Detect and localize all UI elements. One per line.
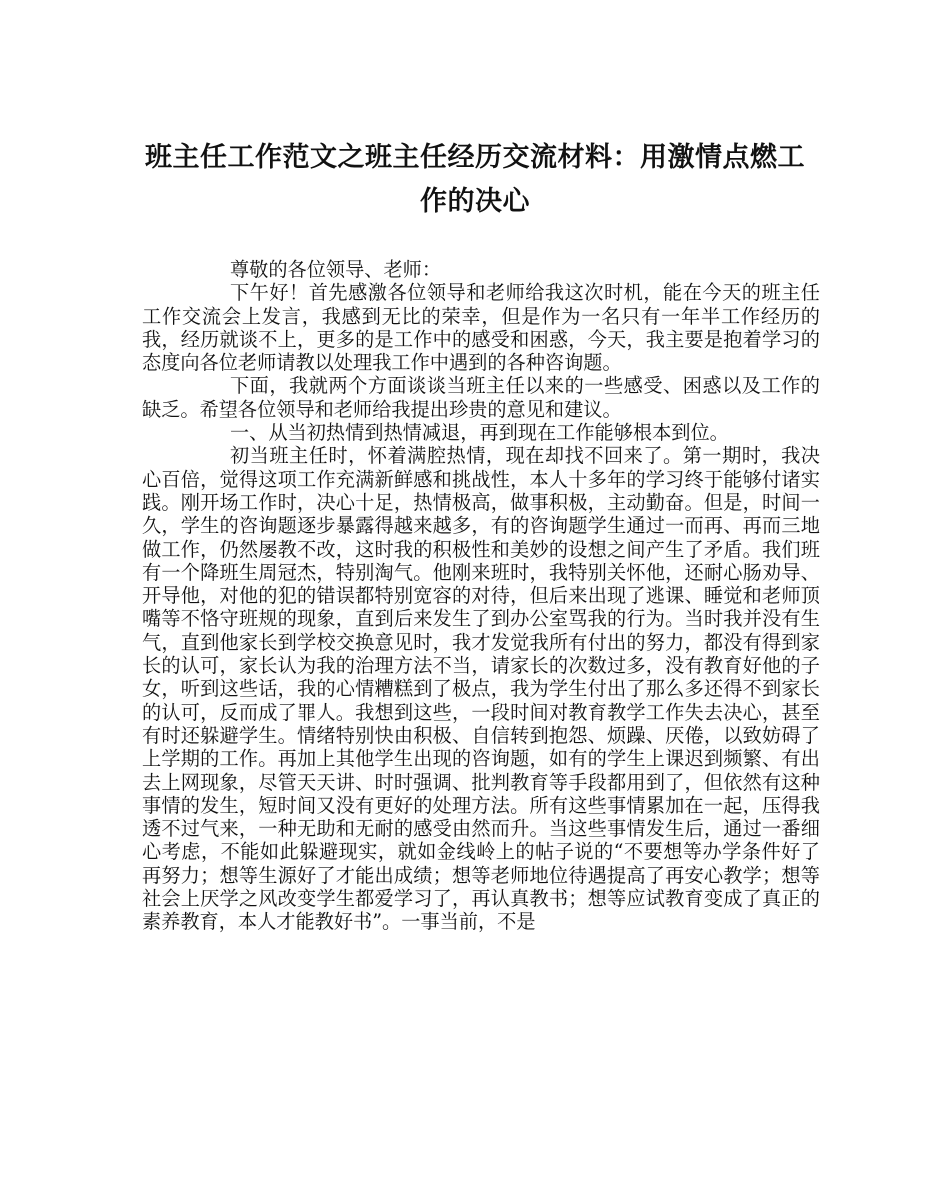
document-title: [130, 136, 820, 224]
title-line-1: 班主任工作范文之班主任经历交流材料：用激情点燃工: [145, 142, 805, 173]
paragraph-intro: 下面，我就两个方面谈谈当班主任以来的一些感受、困惑以及工作的缺乏。希望各位领导和老师给我提出珍贵的意见和建议。: [142, 374, 820, 421]
paragraph-experience: 初当班主任时，怀着满腔热情，现在却找不回来了。第一期时，我决心百倍，觉得这项工作充满新鲜感和挑战性，本人十多年的学习终于能够付诸实践。刚开场工作时，决心十足，热情极高，做事积极，主动勤奋。但是，时间一久，学生的咨询题逐步暴露得越来越多，有的咨询题学生通过一而再、再而三地做工作，仍然屡教不改，这时我的积极性和美妙的设想之间产生了矛盾。我们班有一个降班生周冠杰，特别淘气。他刚来班时，我特别关怀他，还耐心肠劝导、开导他，对他的犯的错误都特别宽容的对待，但后来出现了逃课、睡觉和老师顶嘴等不恪守班规的现象，直到后来发生了到办公室骂我的行为。当时我并没有生气，直到他家长到学校交换意见时，我才发觉我所有付出的努力，都没有得到家长的认可，家长认为我的治理方法不当，请家长的次数过多，没有教育好他的子女，听到这些话，我的心情糟糕到了极点，我为学生付出了那么多还得不到家长的认可，反而成了罪人。我想到这些，一段时间对教育教学工作失去决心，甚至有时还躲避学生。情绪特别快由积极、自信转到抱怨、烦躁、厌倦，以致妨碍了上学期的工作。再加上其他学生出现的咨询题，如有的学生上课迟到频繁、有出去上网现象，尽管天天讲、时时强调、批判教育等手段都用到了，但依然有这种事情的发生，短时间又没有更好的处理方法。所有这些事情累加在一起，压得我透不过气来，一种无助和无耐的感受由然而升。当这些事情发生后，通过一番细心考虑，不能如此躲避现实，就如金线岭上的帖子说的“不要想等办学条件好了再努力；想等生源好了才能出成绩；想等老师地位待遇提高了再安心教学；想等社会上厌学之风改变学生都爱学习了，再认真教书；想等应试教育变成了真正的素养教育，本人才能教好书”。一事当前，不是: [142, 444, 820, 934]
title-line-2: 作的决心: [420, 186, 530, 217]
salutation: 尊敬的各位领导、老师：: [230, 258, 442, 281]
paragraph-greeting: 下午好！首先感激各位领导和老师给我这次时机，能在今天的班主任工作交流会上发言，我感到无比的荣幸，但是作为一名只有一年半工作经历的我，经历就谈不上，更多的是工作中的感受和困惑，今天，我主要是抱着学习的态度向各位老师请教以处理我工作中遇到的各种咨询题。: [142, 281, 820, 375]
document-body: [142, 258, 820, 934]
section-heading-1: 一、从当初热情到热情减退，再到现在工作能够根本到位。: [230, 421, 729, 445]
